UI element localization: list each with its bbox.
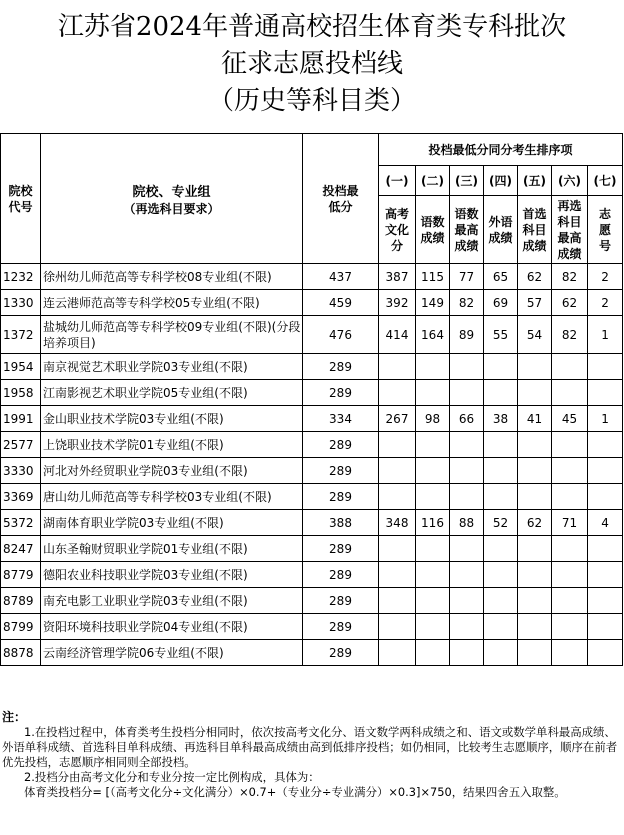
min-score: 289 — [303, 536, 379, 562]
rank-number-3: (三) — [450, 166, 484, 196]
rank-value-5 — [518, 458, 552, 484]
rank-value-5 — [518, 562, 552, 588]
table-row — [1, 406, 623, 432]
rank-value-2 — [416, 588, 450, 614]
school-group-name: 连云港师范高等专科学校05专业组(不限) — [41, 290, 303, 316]
rank-value-4 — [484, 458, 518, 484]
rank-value-6 — [552, 380, 588, 406]
rank-value-1: 387 — [379, 264, 416, 290]
rank-value-3 — [450, 458, 484, 484]
rank-value-3 — [450, 562, 484, 588]
rank-value-3: 66 — [450, 406, 484, 432]
rank-value-6: 62 — [552, 290, 588, 316]
school-code: 8779 — [1, 562, 41, 588]
table-row — [1, 614, 623, 640]
min-score: 476 — [303, 316, 379, 354]
rank-value-2 — [416, 380, 450, 406]
rank-value-7: 2 — [588, 290, 623, 316]
rank-value-1: 348 — [379, 510, 416, 536]
rank-value-6: 45 — [552, 406, 588, 432]
rank-value-7 — [588, 458, 623, 484]
rank-value-3: 89 — [450, 316, 484, 354]
rank-value-1 — [379, 640, 416, 666]
rank-value-6 — [552, 354, 588, 380]
rank-value-5 — [518, 614, 552, 640]
rank-value-7 — [588, 536, 623, 562]
table-row — [1, 588, 623, 614]
rank-label-2: 语数成绩 — [416, 196, 450, 264]
min-score: 289 — [303, 614, 379, 640]
note-2: 2.投档分由高考文化分和专业分按一定比例构成，具体为： — [24, 770, 320, 784]
page-subtitle: （历史等科目类） — [207, 86, 416, 116]
table-row — [1, 536, 623, 562]
rank-value-6 — [552, 562, 588, 588]
rank-value-7 — [588, 640, 623, 666]
min-score: 334 — [303, 406, 379, 432]
rank-value-1 — [379, 380, 416, 406]
min-score: 289 — [303, 458, 379, 484]
rank-value-2 — [416, 354, 450, 380]
rank-value-2 — [416, 484, 450, 510]
rank-number-7: (七) — [588, 166, 623, 196]
rank-label-6: 再选科目最高成绩 — [552, 196, 588, 264]
rank-value-4: 65 — [484, 264, 518, 290]
rank-value-1 — [379, 432, 416, 458]
school-group-name: 云南经济管理学院06专业组(不限) — [41, 640, 303, 666]
school-code: 1958 — [1, 380, 41, 406]
rank-value-7: 4 — [588, 510, 623, 536]
rank-value-1 — [379, 562, 416, 588]
table-row — [1, 432, 623, 458]
rank-value-7 — [588, 484, 623, 510]
rank-value-5: 41 — [518, 406, 552, 432]
school-code: 3369 — [1, 484, 41, 510]
note-formula: 体育类投档分= [（高考文化分÷文化满分）×0.7+（专业分÷专业满分）×0.3]×750，结果四舍五入取整。 — [24, 785, 566, 799]
rank-value-6: 82 — [552, 316, 588, 354]
rank-value-2 — [416, 562, 450, 588]
rank-value-5 — [518, 536, 552, 562]
admission-table — [0, 133, 623, 666]
rank-value-1 — [379, 536, 416, 562]
min-score: 289 — [303, 380, 379, 406]
min-score: 289 — [303, 562, 379, 588]
rank-number-1: (一) — [379, 166, 416, 196]
rank-value-6 — [552, 640, 588, 666]
school-group-name: 资阳环境科技职业学院04专业组(不限) — [41, 614, 303, 640]
school-code: 8789 — [1, 588, 41, 614]
table-row — [1, 562, 623, 588]
rank-value-6 — [552, 614, 588, 640]
rank-value-4 — [484, 484, 518, 510]
rank-value-1: 414 — [379, 316, 416, 354]
rank-value-6: 71 — [552, 510, 588, 536]
min-score: 388 — [303, 510, 379, 536]
header-rank-group: 投档最低分同分考生排序项 — [379, 134, 623, 166]
rank-value-4: 52 — [484, 510, 518, 536]
rank-value-3: 82 — [450, 290, 484, 316]
school-group-name: 金山职业技术学院03专业组(不限) — [41, 406, 303, 432]
rank-value-4 — [484, 354, 518, 380]
rank-value-3: 77 — [450, 264, 484, 290]
rank-value-1: 392 — [379, 290, 416, 316]
rank-label-3: 语数最高成绩 — [450, 196, 484, 264]
rank-value-4 — [484, 432, 518, 458]
rank-value-4: 55 — [484, 316, 518, 354]
rank-value-1 — [379, 614, 416, 640]
rank-value-3 — [450, 588, 484, 614]
table-row — [1, 458, 623, 484]
rank-value-4 — [484, 380, 518, 406]
rank-value-3 — [450, 640, 484, 666]
school-code: 1954 — [1, 354, 41, 380]
rank-value-2: 149 — [416, 290, 450, 316]
table-row — [1, 316, 623, 354]
table-row — [1, 484, 623, 510]
rank-value-3 — [450, 536, 484, 562]
rank-label-4: 外语成绩 — [484, 196, 518, 264]
table-row — [1, 264, 623, 290]
school-code: 3330 — [1, 458, 41, 484]
rank-value-4 — [484, 614, 518, 640]
school-code: 1991 — [1, 406, 41, 432]
school-group-name: 河北对外经贸职业学院03专业组(不限) — [41, 458, 303, 484]
school-code: 1232 — [1, 264, 41, 290]
rank-value-6: 82 — [552, 264, 588, 290]
notes — [2, 710, 620, 800]
rank-value-3 — [450, 432, 484, 458]
rank-value-3: 88 — [450, 510, 484, 536]
rank-value-7 — [588, 562, 623, 588]
rank-value-5: 62 — [518, 510, 552, 536]
rank-value-2: 98 — [416, 406, 450, 432]
note-1: 1.在投档过程中，体育类考生投档分相同时，依次按高考文化分、语文数学两科成绩之和、语文或数学单科最高成绩、外语单科成绩、首选科目单科成绩、再选科目单科最高成绩由高到低排序投档；如仍相同，比较考生志愿顺序，顺序在前者优先投档，志愿顺序相同则全部投档。 — [2, 725, 618, 769]
rank-value-4 — [484, 562, 518, 588]
rank-value-5: 62 — [518, 264, 552, 290]
rank-value-2 — [416, 640, 450, 666]
rank-number-5: (五) — [518, 166, 552, 196]
rank-value-7: 1 — [588, 316, 623, 354]
rank-value-4 — [484, 536, 518, 562]
rank-value-5 — [518, 640, 552, 666]
header-score: 投档最低分 — [303, 134, 379, 264]
rank-value-5 — [518, 484, 552, 510]
school-code: 8878 — [1, 640, 41, 666]
rank-value-6 — [552, 458, 588, 484]
rank-value-1 — [379, 588, 416, 614]
rank-value-5 — [518, 354, 552, 380]
rank-value-4 — [484, 640, 518, 666]
rank-value-5 — [518, 588, 552, 614]
school-group-name: 南京视觉艺术职业学院03专业组(不限) — [41, 354, 303, 380]
rank-value-4 — [484, 588, 518, 614]
school-code: 8247 — [1, 536, 41, 562]
rank-value-5: 54 — [518, 316, 552, 354]
school-group-name: 江南影视艺术职业学院05专业组(不限) — [41, 380, 303, 406]
page-title-line1: 江苏省2024年普通高校招生体育类专科批次 — [57, 12, 567, 42]
school-code: 2577 — [1, 432, 41, 458]
school-group-name: 上饶职业技术学院01专业组(不限) — [41, 432, 303, 458]
school-code: 5372 — [1, 510, 41, 536]
rank-value-3 — [450, 614, 484, 640]
rank-value-4: 38 — [484, 406, 518, 432]
rank-label-5: 首选科目成绩 — [518, 196, 552, 264]
min-score: 289 — [303, 484, 379, 510]
school-code: 1372 — [1, 316, 41, 354]
rank-value-7 — [588, 354, 623, 380]
header-name: 院校、专业组 （再选科目要求） — [41, 134, 303, 264]
rank-value-5 — [518, 432, 552, 458]
rank-value-2: 164 — [416, 316, 450, 354]
rank-value-2 — [416, 614, 450, 640]
rank-value-2: 116 — [416, 510, 450, 536]
school-group-name: 南充电影工业职业学院03专业组(不限) — [41, 588, 303, 614]
school-group-name: 唐山幼儿师范高等专科学校03专业组(不限) — [41, 484, 303, 510]
header-code: 院校代号 — [1, 134, 41, 264]
rank-value-2 — [416, 458, 450, 484]
rank-value-7: 2 — [588, 264, 623, 290]
school-code: 1330 — [1, 290, 41, 316]
rank-value-7 — [588, 432, 623, 458]
rank-value-3 — [450, 380, 484, 406]
table-row — [1, 510, 623, 536]
rank-value-6 — [552, 484, 588, 510]
rank-number-4: (四) — [484, 166, 518, 196]
rank-value-6 — [552, 432, 588, 458]
table-row — [1, 354, 623, 380]
rank-value-1 — [379, 354, 416, 380]
rank-label-7: 志愿号 — [588, 196, 623, 264]
rank-value-2: 115 — [416, 264, 450, 290]
table-row — [1, 290, 623, 316]
min-score: 437 — [303, 264, 379, 290]
rank-value-1: 267 — [379, 406, 416, 432]
rank-value-6 — [552, 588, 588, 614]
rank-value-7 — [588, 588, 623, 614]
rank-label-1: 高考文化分 — [379, 196, 416, 264]
school-group-name: 湖南体育职业学院03专业组(不限) — [41, 510, 303, 536]
rank-value-4: 69 — [484, 290, 518, 316]
school-code: 8799 — [1, 614, 41, 640]
rank-value-7: 1 — [588, 406, 623, 432]
rank-value-5 — [518, 380, 552, 406]
rank-number-6: (六) — [552, 166, 588, 196]
min-score: 289 — [303, 640, 379, 666]
rank-value-3 — [450, 484, 484, 510]
min-score: 289 — [303, 588, 379, 614]
notes-label: 注： — [2, 710, 27, 724]
rank-value-2 — [416, 536, 450, 562]
school-group-name: 山东圣翰财贸职业学院01专业组(不限) — [41, 536, 303, 562]
table-row — [1, 380, 623, 406]
rank-value-1 — [379, 484, 416, 510]
rank-value-1 — [379, 458, 416, 484]
rank-number-2: (二) — [416, 166, 450, 196]
rank-value-5: 57 — [518, 290, 552, 316]
rank-value-2 — [416, 432, 450, 458]
rank-value-6 — [552, 536, 588, 562]
min-score: 459 — [303, 290, 379, 316]
school-group-name: 徐州幼儿师范高等专科学校08专业组(不限) — [41, 264, 303, 290]
page-title-line2: 征求志愿投档线 — [220, 49, 403, 79]
rank-value-7 — [588, 614, 623, 640]
rank-value-3 — [450, 354, 484, 380]
rank-value-7 — [588, 380, 623, 406]
min-score: 289 — [303, 354, 379, 380]
school-group-name: 盐城幼儿师范高等专科学校09专业组(不限)(分段培养项目) — [41, 316, 303, 354]
table-row — [1, 640, 623, 666]
school-group-name: 德阳农业科技职业学院03专业组(不限) — [41, 562, 303, 588]
min-score: 289 — [303, 432, 379, 458]
